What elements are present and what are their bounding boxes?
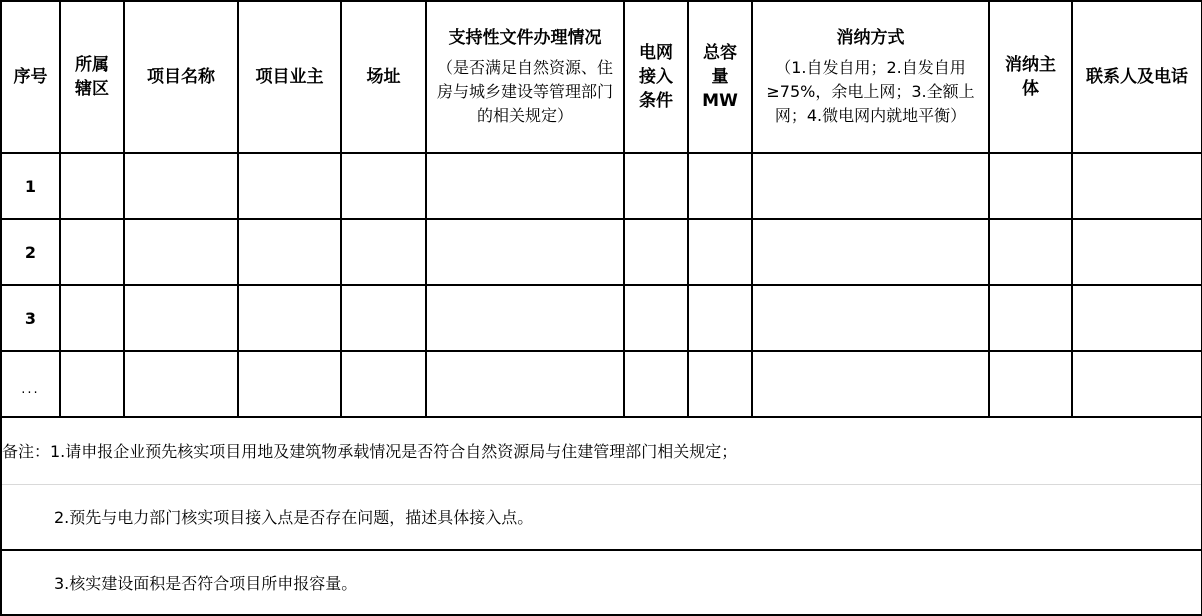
cell-consumption-mode[interactable]: [752, 219, 989, 285]
note-row: [1, 417, 1202, 484]
consumption-mode-note: （1.自发自用；2.自发自用≥75%，余电上网；3.全额上网；4.微电网内就地平衡）: [766, 58, 975, 125]
cell-supporting-docs[interactable]: [426, 219, 624, 285]
cell-consumption-mode[interactable]: [752, 153, 989, 219]
row-number: ...: [1, 351, 60, 417]
cell-site[interactable]: [341, 153, 426, 219]
cell-consumer[interactable]: [989, 285, 1072, 351]
cell-project-name[interactable]: [124, 351, 238, 417]
cell-capacity[interactable]: [688, 285, 752, 351]
table-row: [1, 351, 1202, 417]
header-grid-access: 电网接入条件: [624, 1, 688, 153]
cell-capacity[interactable]: [688, 153, 752, 219]
cell-capacity[interactable]: [688, 219, 752, 285]
cell-project-owner[interactable]: [238, 285, 341, 351]
cell-site[interactable]: [341, 219, 426, 285]
table-row: [1, 153, 1202, 219]
cell-supporting-docs[interactable]: [426, 153, 624, 219]
cell-consumer[interactable]: [989, 153, 1072, 219]
header-project-name: 项目名称: [124, 1, 238, 153]
cell-project-name[interactable]: [124, 219, 238, 285]
header-row: [1, 1, 1202, 153]
note-line-2: 2.预先与电力部门核实项目接入点是否存在问题，描述具体接入点。: [1, 484, 1202, 550]
cell-grid-access[interactable]: [624, 351, 688, 417]
header-consumption-mode: [752, 1, 989, 153]
cell-consumer[interactable]: [989, 219, 1072, 285]
cell-contact[interactable]: [1072, 285, 1202, 351]
cell-consumer[interactable]: [989, 351, 1072, 417]
cell-consumption-mode[interactable]: [752, 351, 989, 417]
row-number: 1: [1, 153, 60, 219]
header-consumer: 消纳主体: [989, 1, 1072, 153]
row-number: 3: [1, 285, 60, 351]
note-row: [1, 484, 1202, 550]
cell-supporting-docs[interactable]: [426, 351, 624, 417]
cell-project-owner[interactable]: [238, 153, 341, 219]
note-line-1: 备注：1.请申报企业预先核实项目用地及建筑物承载情况是否符合自然资源局与住建管理部门相关规定；: [1, 417, 1202, 484]
table-row: [1, 219, 1202, 285]
consumption-mode-title: 消纳方式: [836, 28, 905, 48]
header-supporting-docs: [426, 1, 624, 153]
cell-contact[interactable]: [1072, 153, 1202, 219]
cell-site[interactable]: [341, 351, 426, 417]
header-district: 所属辖区: [60, 1, 124, 153]
cell-district[interactable]: [60, 351, 124, 417]
note-line-3: 3.核实建设面积是否符合项目所申报容量。: [1, 550, 1202, 615]
cell-grid-access[interactable]: [624, 219, 688, 285]
supporting-docs-title: 支持性文件办理情况: [448, 28, 602, 48]
table-row: [1, 285, 1202, 351]
header-capacity: 总容量MW: [688, 1, 752, 153]
header-site: 场址: [341, 1, 426, 153]
cell-consumption-mode[interactable]: [752, 285, 989, 351]
cell-project-name[interactable]: [124, 153, 238, 219]
cell-project-name[interactable]: [124, 285, 238, 351]
cell-capacity[interactable]: [688, 351, 752, 417]
cell-project-owner[interactable]: [238, 219, 341, 285]
header-seq: 序号: [1, 1, 60, 153]
cell-grid-access[interactable]: [624, 285, 688, 351]
cell-district[interactable]: [60, 219, 124, 285]
cell-grid-access[interactable]: [624, 153, 688, 219]
cell-contact[interactable]: [1072, 219, 1202, 285]
note-row: [1, 550, 1202, 615]
header-contact: 联系人及电话: [1072, 1, 1202, 153]
header-project-owner: 项目业主: [238, 1, 341, 153]
cell-site[interactable]: [341, 285, 426, 351]
cell-district[interactable]: [60, 285, 124, 351]
cell-district[interactable]: [60, 153, 124, 219]
cell-project-owner[interactable]: [238, 351, 341, 417]
row-number: 2: [1, 219, 60, 285]
cell-contact[interactable]: [1072, 351, 1202, 417]
cell-supporting-docs[interactable]: [426, 285, 624, 351]
supporting-docs-note: （是否满足自然资源、住房与城乡建设等管理部门的相关规定）: [436, 58, 613, 125]
